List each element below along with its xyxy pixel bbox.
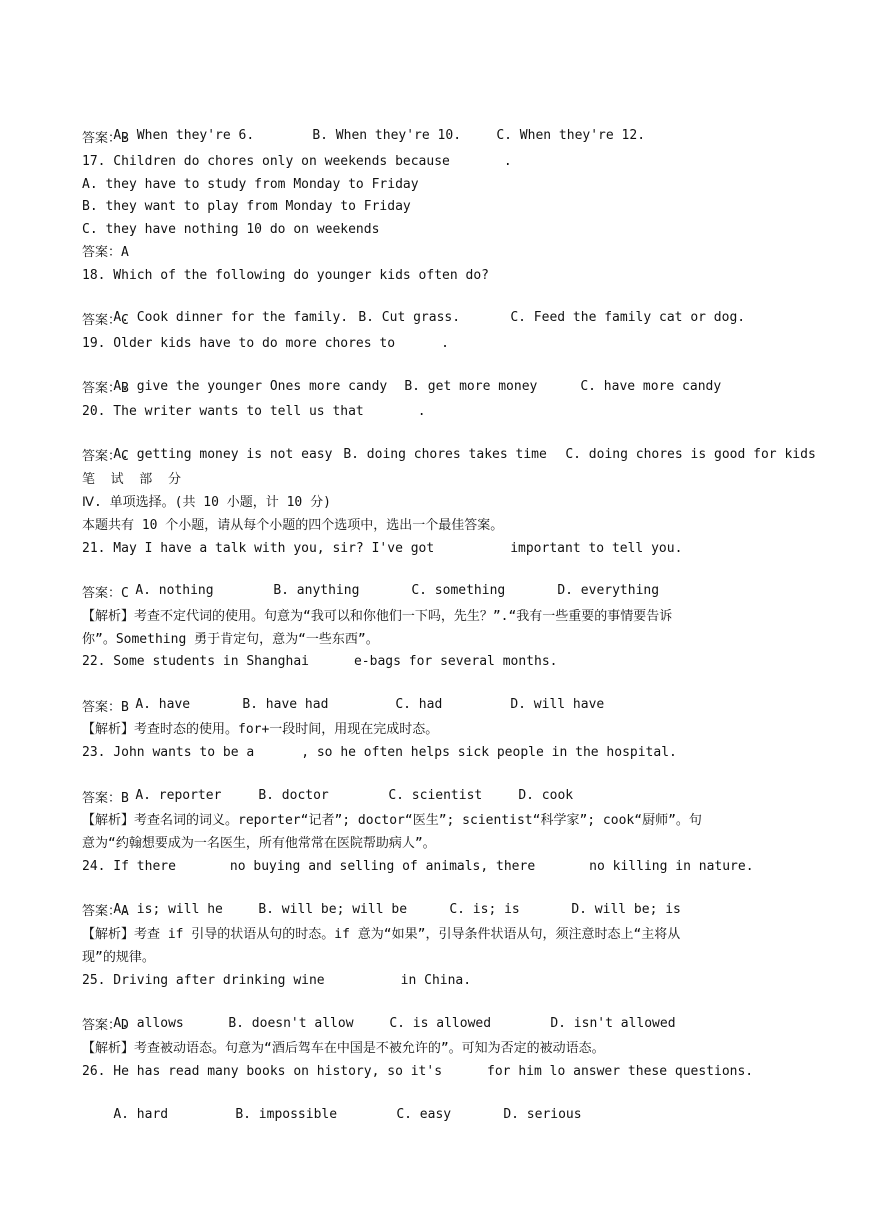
q18-answer: 答案：C (82, 313, 129, 328)
q17-stem-text: 17. Children do chores only on weekends because (82, 154, 450, 169)
q24-stem (82, 857, 754, 877)
q19-answer: 答案：B (82, 381, 129, 396)
q23-stem-text: 23. John wants to be a (82, 745, 255, 760)
q26-option-c: C. easy (396, 1107, 452, 1122)
q25-option-a: A. allows (113, 1016, 184, 1031)
q25-option-c: C. is allowed (389, 1016, 492, 1031)
q23-option-c: C. scientist (388, 788, 483, 803)
q19-option-c: C. have more candy (580, 379, 722, 394)
q26-options (82, 1085, 582, 1122)
q24-option-b: B. will be; will be (258, 902, 408, 917)
q16-option-a: A. When they're 6. (113, 128, 255, 143)
q25-stem-text: 25. Driving after drinking wine (82, 973, 325, 988)
q21-analysis-line-1: 【解析】考查不定代词的使用。句意为“我可以和你他们一下吗，先生？”.“我有一些重要的事情要告诉 (82, 609, 673, 624)
q16-option-b: B. When they're 10. (312, 128, 462, 143)
q21-options (104, 561, 660, 598)
q21-option-c: C. something (411, 583, 506, 598)
q19-stem-text: 19. Older kids have to do more chores to (82, 336, 396, 351)
q20-option-b: B. doing chores takes time (343, 447, 547, 462)
q22-stem-text: 22. Some students in Shanghai (82, 654, 309, 669)
q25-stem-end: in China. (400, 973, 472, 988)
q21-stem (82, 539, 682, 559)
q23-answer: 答案：B (82, 791, 129, 806)
section-title: 笔 试 部 分 (82, 472, 181, 487)
q22-stem (82, 652, 557, 672)
q23-option-a: A. reporter (135, 788, 222, 803)
q21-option-b: B. anything (273, 583, 360, 598)
part-title: Ⅳ. 单项选择。(共 10 小题，计 10 分) (82, 495, 331, 510)
q25-option-b: B. doesn't allow (228, 1016, 354, 1031)
q24-stem-text: 24. If there (82, 859, 176, 874)
q18-option-c: C. Feed the family cat or dog. (510, 310, 746, 325)
q26-stem (82, 1062, 753, 1082)
q24-analysis-line-2: 现”的规律。 (82, 950, 155, 965)
q17-stem-end: . (503, 154, 512, 169)
q25-stem (82, 971, 471, 991)
q19-stem-end: . (441, 336, 449, 351)
q23-stem-end: , so he often helps sick people in the hospital. (301, 745, 677, 760)
q26-stem-text: 26. He has read many books on history, so it's (82, 1064, 443, 1079)
q22-option-d: D. will have (510, 697, 605, 712)
q25-analysis-line-1: 【解析】考查被动语态。句意为“酒后驾车在中国是不被允许的”。可知为否定的被动语态。 (82, 1041, 605, 1056)
q20-option-a: A. getting money is not easy (113, 447, 333, 462)
q17-option-c: C. they have nothing 10 do on weekends (82, 222, 380, 237)
q21-option-d: D. everything (557, 583, 660, 598)
q22-option-b: B. have had (242, 697, 329, 712)
q21-answer: 答案：C (82, 586, 129, 601)
q21-analysis-line-2: 你”。Something 勇于肯定句，意为“一些东西”。 (82, 632, 379, 647)
q23-option-d: D. cook (518, 788, 574, 803)
q23-option-b: B. doctor (258, 788, 329, 803)
q23-options (104, 766, 574, 803)
q24-option-d: D. will be; is (571, 902, 681, 917)
part-instruction: 本题共有 10 个小题，请从每个小题的四个选项中，选出一个最佳答案。 (82, 518, 504, 533)
q18-option-a: A. Cook dinner for the family. (113, 310, 349, 325)
q22-stem-end: e-bags for several months. (353, 654, 558, 669)
q19-option-a: A. give the younger Ones more candy (113, 379, 388, 394)
q21-stem-end: important to tell you. (510, 541, 683, 556)
q22-option-a: A. have (135, 697, 191, 712)
q20-answer: 答案：C (82, 449, 129, 464)
q20-stem (82, 402, 426, 422)
q17-option-b: B. they want to play from Monday to Friday (82, 199, 411, 214)
q22-option-c: C. had (395, 697, 443, 712)
q24-option-c: C. is; is (449, 902, 520, 917)
q20-option-c: C. doing chores is good for kids (565, 447, 816, 462)
q20-stem-text: 20. The writer wants to tell us that (82, 404, 364, 419)
q22-options (104, 675, 605, 712)
q19-stem (82, 334, 449, 354)
q24-stem-mid: no buying and selling of animals, there (229, 859, 536, 874)
q23-stem (82, 743, 677, 763)
q23-analysis-line-2: 意为“约翰想要成为一名医生，所有他常常在医院帮助病人”。 (82, 836, 436, 851)
q18-stem: 18. Which of the following do younger kids often do? (82, 268, 489, 283)
q24-analysis-line-1: 【解析】考查 if 引导的状语从句的时态。if 意为“如果”，引导条件状语从句，须注意时态上“主将从 (82, 927, 681, 942)
q19-option-b: B. get more money (404, 379, 538, 394)
q25-option-d: D. isn't allowed (550, 1016, 676, 1031)
q22-analysis-line-1: 【解析】考查时态的使用。for+一段时间，用现在完成时态。 (82, 722, 439, 737)
q24-option-a: A. is; will he (113, 902, 223, 917)
q26-stem-end: for him lo answer these questions. (487, 1064, 754, 1079)
q18-option-b: B. Cut grass. (358, 310, 461, 325)
q25-answer: 答案：D (82, 1018, 129, 1033)
q23-analysis-line-1: 【解析】考查名词的词义。reporter“记者”; doctor“医生”; scientist“科学家”; cook“厨师”。句 (82, 813, 702, 828)
q17-stem (82, 152, 512, 172)
q20-stem-end: . (417, 404, 426, 419)
q17-option-a: A. they have to study from Monday to Friday (82, 177, 419, 192)
q24-stem-end: no killing in nature. (589, 859, 754, 874)
q17-answer: 答案：A (82, 245, 129, 260)
q16-option-c: C. When they're 12. (496, 128, 646, 143)
q16-answer: 答案：B (82, 131, 129, 146)
q21-stem-text: 21. May I have a talk with you, sir? I've got (82, 541, 435, 556)
q21-option-a: A. nothing (135, 583, 214, 598)
q26-option-b: B. impossible (235, 1107, 338, 1122)
q26-option-d: D. serious (503, 1107, 582, 1122)
q22-answer: 答案：B (82, 700, 129, 715)
q26-option-a: A. hard (113, 1107, 169, 1122)
q24-answer: 答案：A (82, 904, 129, 919)
